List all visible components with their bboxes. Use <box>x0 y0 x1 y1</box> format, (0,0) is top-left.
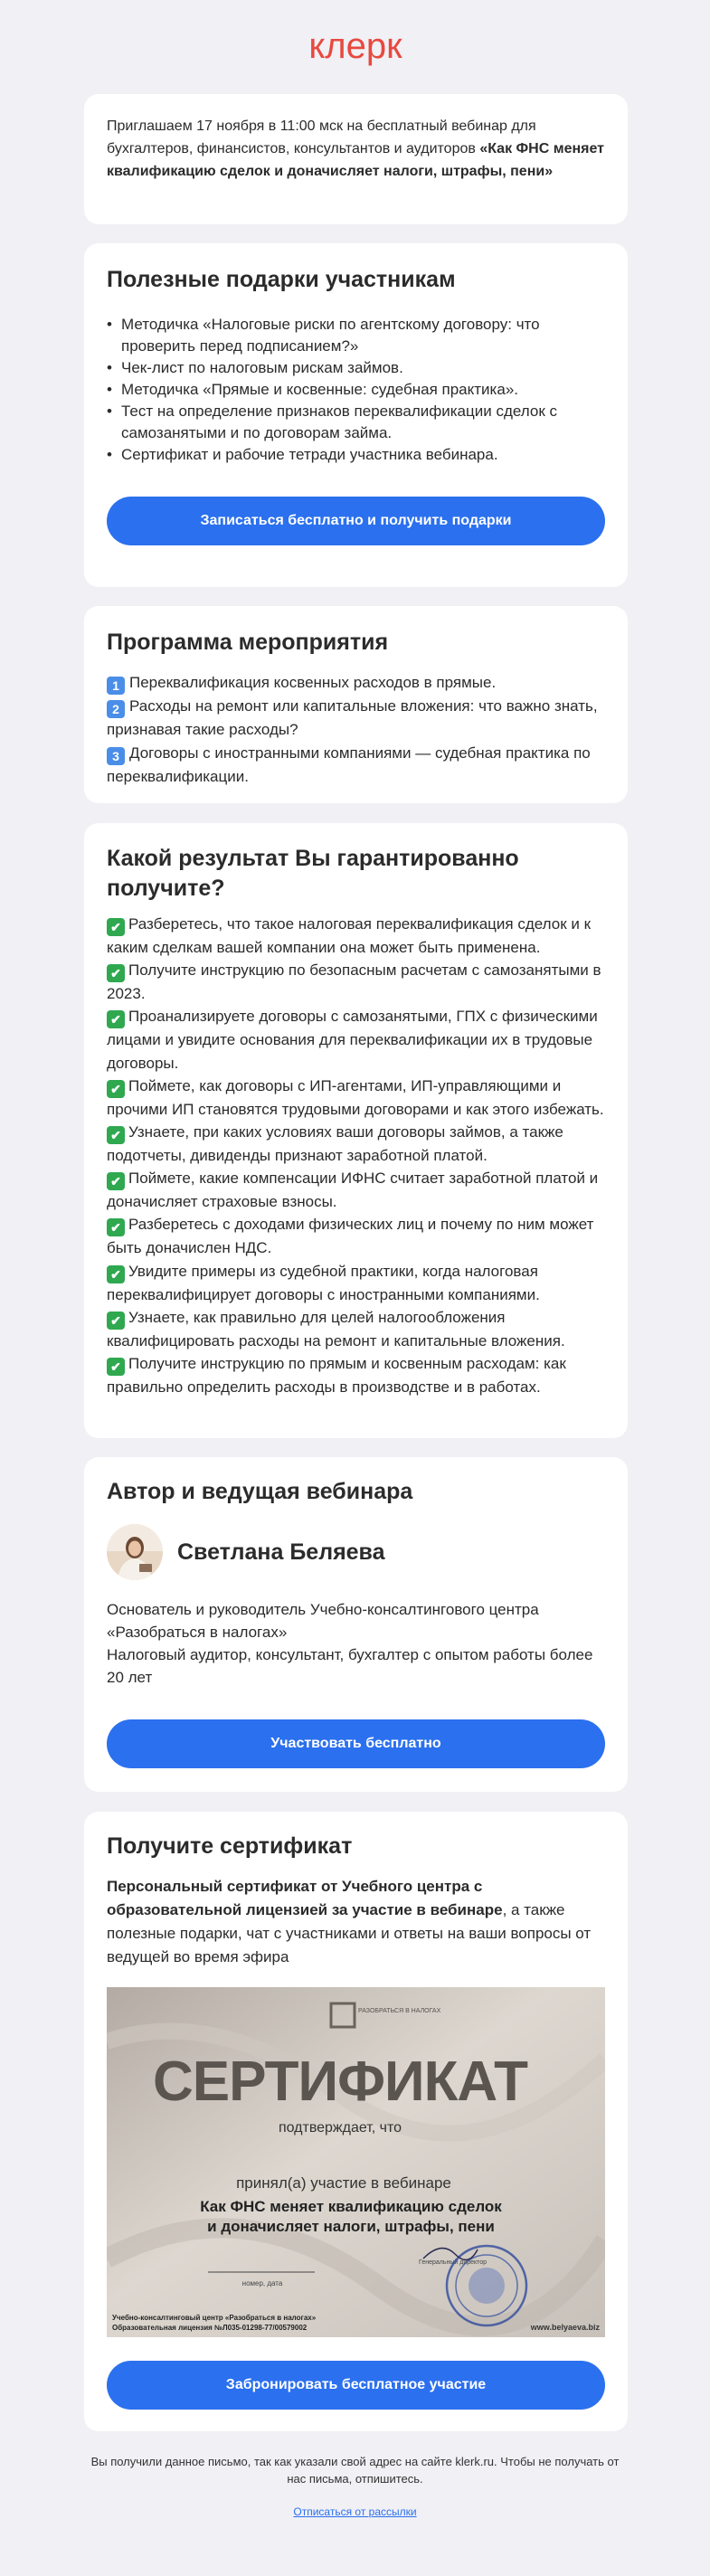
certificate-webinar-line: и доначисляет налоги, штрафы, пени <box>207 2218 495 2235</box>
check-mark-icon: ✔ <box>107 964 125 982</box>
result-item <box>107 1167 605 1213</box>
certificate-title: Получите сертификат <box>107 1833 353 1859</box>
result-text: Получите инструкцию по безопасным расчетам с самозанятыми в 2023. <box>107 961 601 1003</box>
signup-gifts-button[interactable]: Записаться бесплатно и получить подарки <box>107 497 605 545</box>
program-item <box>107 671 605 695</box>
result-text: Увидите примеры из судебной практики, когда налоговая переквалифицирует договоры с иностранными компаниями. <box>107 1262 540 1303</box>
intro-webinar-title: «Как ФНС меняет квалификацию сделок и доначисляет налоги, штрафы, пени» <box>107 141 604 179</box>
klerk-logo-icon <box>292 25 419 69</box>
program-list <box>107 671 605 788</box>
check-mark-icon: ✔ <box>107 1265 125 1283</box>
program-title: Программа мероприятия <box>107 630 389 655</box>
result-text: Узнаете, при каких условиях ваши договоры займов, а также подотчеты, дивиденды признают заработной платой. <box>107 1123 563 1165</box>
result-text: Поймете, как договоры с ИП-агентами, ИП-управляющими и прочими ИП становятся трудовыми договорами и как этого избежать. <box>107 1076 604 1118</box>
list-item: • Чек-лист по налоговым рискам займов. <box>107 357 605 379</box>
result-item <box>107 959 605 1005</box>
list-item: • Сертификат и рабочие тетради участника вебинара. <box>107 444 605 466</box>
certificate-desc-plain: , а также полезные подарки, чат с участниками и ответы на ваши вопросы от ведущей во время эфира <box>107 1901 592 1965</box>
program-item-text: Расходы на ремонт или капитальные вложения: что важно знать, признавая такие расходы? <box>107 697 598 738</box>
author-bio-line: Налоговый аудитор, консультант, бухгалтер с опытом работы более 20 лет <box>107 1646 593 1686</box>
certificate-confirms: подтверждает, что <box>278 2120 402 2136</box>
certificate-desc <box>107 1875 605 1969</box>
list-item: • Методичка «Налоговые риски по агентскому договору: что проверить перед подписанием?» <box>107 314 605 357</box>
footer <box>90 2453 620 2521</box>
list-item: • Тест на определение признаков переквалификации сделок с самозанятыми и по договорам займа. <box>107 401 605 444</box>
certificate-brand: РАЗОБРАТЬСЯ В НАЛОГАХ <box>358 2008 441 2014</box>
result-item <box>107 1121 605 1167</box>
intro-text <box>107 115 605 183</box>
avatar <box>107 1524 163 1580</box>
certificate-director: Генеральный директор <box>419 2259 488 2266</box>
book-participation-button[interactable]: Забронировать бесплатное участие <box>107 2361 605 2410</box>
result-item <box>107 1260 605 1306</box>
result-item <box>107 1352 605 1398</box>
result-item <box>107 1213 605 1259</box>
certificate-card <box>84 1812 628 2431</box>
gifts-list <box>107 314 605 466</box>
result-text: Поймете, какие компенсации ИФНС считает заработной платой и доначисляет страховые взносы. <box>107 1170 599 1211</box>
result-text: Разберетесь, что такое налоговая переквалификация сделок и к каким сделкам вашей компании она может быть применена. <box>107 915 592 956</box>
author-title: Автор и ведущая вебинара <box>107 1479 413 1504</box>
check-mark-icon: ✔ <box>107 1126 125 1144</box>
result-item <box>107 913 605 959</box>
result-item <box>107 1306 605 1352</box>
unsubscribe-link[interactable]: Отписаться от рассылки <box>293 2505 417 2518</box>
logo-text: клерк <box>308 26 402 66</box>
check-mark-icon: ✔ <box>107 1358 125 1376</box>
author-name: Светлана Беляева <box>177 1539 385 1565</box>
program-item <box>107 742 605 789</box>
program-item-text: Переквалификация косвенных расходов в прямые. <box>129 674 497 691</box>
result-text: Получите инструкцию по прямым и косвенным расходам: как правильно определить расходы в производстве и в работах. <box>107 1355 566 1397</box>
results-title: Какой результат Вы гарантированно получите? <box>107 846 519 901</box>
certificate-webinar-line: Как ФНС меняет квалификацию сделок <box>200 2198 502 2215</box>
certificate-center: Учебно-консалтинговый центр «Разобраться в налогах» <box>112 2314 317 2322</box>
certificate-site: www.belyaeva.biz <box>530 2323 600 2332</box>
certificate-license: Образовательная лицензия №Л035-01298-77/00579002 <box>112 2324 308 2332</box>
participate-button[interactable]: Участвовать бесплатно <box>107 1719 605 1768</box>
program-item-text: Договоры с иностранными компаниями — судебная практика по переквалификации. <box>107 743 591 785</box>
check-mark-icon: ✔ <box>107 1218 125 1236</box>
author-card <box>84 1457 628 1792</box>
author-person <box>107 1524 605 1580</box>
check-mark-icon: ✔ <box>107 918 125 936</box>
check-mark-icon: ✔ <box>107 1010 125 1028</box>
check-mark-icon: ✔ <box>107 1172 125 1190</box>
author-bio <box>107 1598 605 1689</box>
results-list <box>107 913 605 1398</box>
gifts-title: Полезные подарки участникам <box>107 267 456 292</box>
result-item <box>107 1005 605 1074</box>
keycap-two-icon: 2 <box>107 700 125 718</box>
certificate-picture <box>107 1987 605 2337</box>
footer-text: Вы получили данное письмо, так как указали свой адрес на сайте klerk.ru. Чтобы не получать от нас письма, отпишитесь. <box>90 2455 620 2486</box>
intro-card <box>84 94 628 224</box>
result-item <box>107 1075 605 1121</box>
author-bio-line: Основатель и руководитель Учебно-консалтингового центра «Разобраться в налогах» <box>107 1601 539 1641</box>
keycap-three-icon: 3 <box>107 747 125 765</box>
check-mark-icon: ✔ <box>107 1312 125 1330</box>
check-mark-icon: ✔ <box>107 1080 125 1098</box>
result-text: Проанализируете договоры с самозанятыми, ГПХ с физическими лицами и увидите основания для переквалификации их в трудовые договоры. <box>107 1008 598 1072</box>
keycap-one-icon: 1 <box>107 677 125 695</box>
intro-plain: Приглашаем 17 ноября в 11:00 мск на бесплатный вебинар для бухгалтеров, финансистов, консультантов и аудиторов <box>107 118 536 156</box>
results-card <box>84 823 628 1438</box>
klerk-logo[interactable] <box>0 0 710 94</box>
result-text: Разберетесь с доходами физических лиц и почему по ним может быть доначислен НДС. <box>107 1216 594 1257</box>
program-item <box>107 695 605 742</box>
result-text: Узнаете, как правильно для целей налогообложения квалифицировать расходы на ремонт и капитальные вложения. <box>107 1308 565 1350</box>
program-card <box>84 606 628 803</box>
certificate-heading: СЕРТИФИКАТ <box>153 2050 527 2113</box>
certificate-desc-bold: Персональный сертификат от Учебного центра с образовательной лицензией за участие в вебинаре <box>107 1878 503 1918</box>
author-photo-icon <box>107 1524 163 1580</box>
list-item: • Методичка «Прямые и косвенные: судебная практика». <box>107 379 605 401</box>
certificate-number-date: номер, дата <box>241 2279 283 2287</box>
certificate-image <box>107 1987 605 2337</box>
gifts-card <box>84 243 628 587</box>
certificate-participated: принял(а) участие в вебинаре <box>236 2174 451 2192</box>
